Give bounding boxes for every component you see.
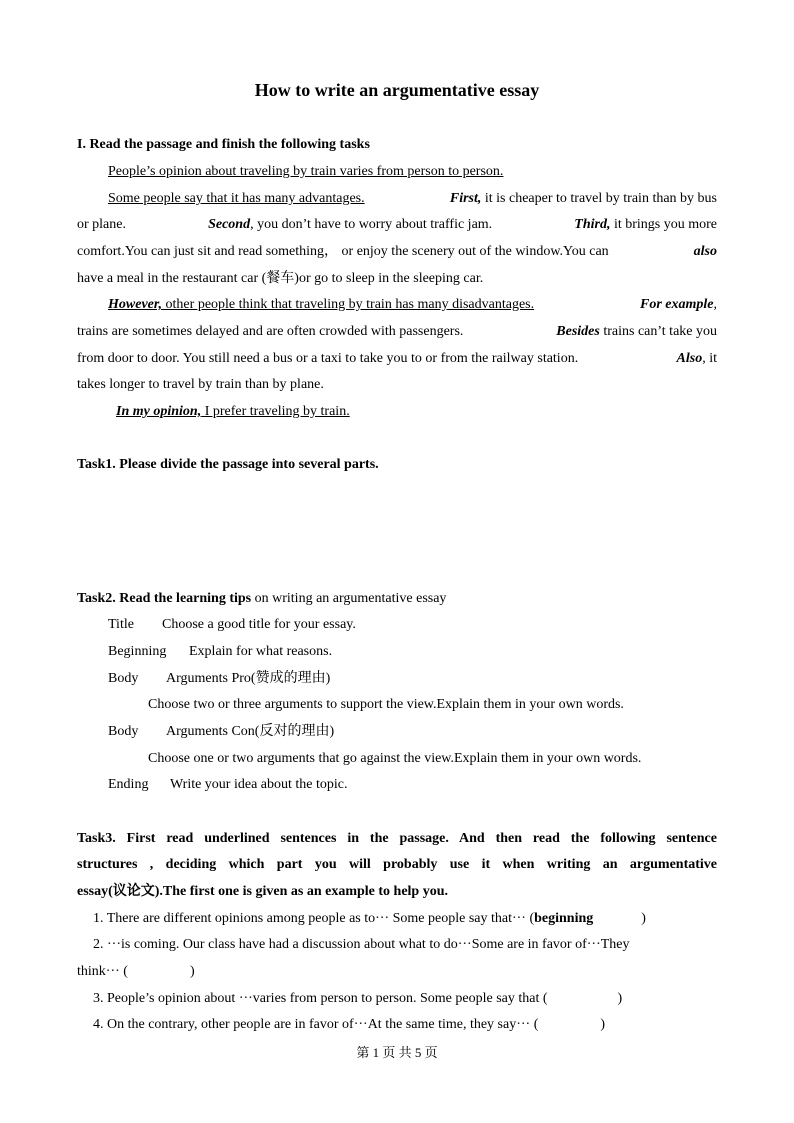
task2-heading: Task2. Read the learning tips on writing an argumentative essay	[77, 591, 447, 606]
keyword-besides: Besides	[556, 324, 600, 339]
passage-para-1: People’s opinion about traveling by train varies from person to person.	[108, 164, 504, 179]
tip-text: Arguments Pro(赞成的理由)	[166, 671, 331, 686]
tip-label: Title	[108, 617, 134, 632]
tip-label: Body	[108, 671, 139, 686]
tip-label: Ending	[108, 777, 149, 792]
keyword-also: also	[693, 244, 717, 259]
keyword-in-my-opinion: In my opinion,	[116, 404, 202, 419]
page-footer: 第 1 页 共 5 页	[356, 1045, 438, 1060]
tip-text: Choose two or three arguments to support the view.Explain them in your own words.	[148, 697, 624, 712]
passage-para-3-line-1: However, other people think that traveling by train has many disadvantages. For example,	[108, 297, 717, 312]
tip-text: Choose a good title for your essay.	[162, 617, 356, 632]
structure-item-3: 3. People’s opinion about ···varies from person to person. Some people say that ( )	[93, 991, 623, 1006]
passage-para-2-line-1: Some people say that it has many advantages. First, it is cheaper to travel by train than by bus	[108, 191, 717, 206]
task3-heading-line-1: Task3. First read underlined sentences in the passage. And then read the following sentence	[77, 831, 717, 846]
structure-item-1: 1. There are different opinions among people as to··· Some people say that··· (beginning )	[93, 911, 646, 926]
tip-label: Body	[108, 724, 139, 739]
answer-blank: beginning	[534, 911, 594, 926]
structure-item-4: 4. On the contrary, other people are in favor of···At the same time, they say··· ( )	[93, 1017, 606, 1032]
structure-item-2-line-1: 2. ···is coming. Our class have had a discussion about what to do···Some are in favor of···They	[93, 937, 630, 952]
tip-text: Write your idea about the topic.	[170, 777, 348, 792]
passage-para-4: In my opinion, I prefer traveling by train.	[116, 404, 350, 419]
section-heading: I. Read the passage and finish the following tasks	[77, 137, 370, 152]
passage-para-3-line-2: trains are sometimes delayed and are often crowded with passengers. Besides trains can’t take you	[77, 324, 717, 339]
passage-para-2-line-4: have a meal in the restaurant car (餐车)or go to sleep in the sleeping car.	[77, 271, 484, 286]
keyword-third: Third,	[574, 217, 611, 232]
keyword-also-2: Also	[676, 351, 703, 366]
tip-text: Arguments Con(反对的理由)	[166, 724, 335, 739]
tip-text: Choose one or two arguments that go against the view.Explain them in your own words.	[148, 751, 642, 766]
document-title: How to write an argumentative essay	[254, 80, 540, 100]
keyword-however: However,	[108, 297, 163, 312]
keyword-for-example: For example	[640, 297, 714, 312]
passage-para-3-line-4: takes longer to travel by train than by plane.	[77, 377, 324, 392]
passage-para-3-line-3: from door to door. You still need a bus or a taxi to take you to or from the railway station. Also, it	[77, 351, 717, 366]
passage-para-2-line-3: comfort.You can just sit and read something， or enjoy the scenery out of the window.You can also	[77, 244, 717, 259]
keyword-first: First,	[449, 191, 482, 206]
passage-para-2-line-2: or plane. Second, you don’t have to worry about traffic jam. Third, it brings you more	[77, 217, 717, 232]
task3-heading-line-2: structures , deciding which part you will probably use it when writing an argumentative	[77, 857, 717, 872]
structure-item-2-line-2: think··· ( )	[77, 964, 195, 979]
tip-text: Explain for what reasons.	[189, 644, 333, 659]
task1-heading: Task1. Please divide the passage into several parts.	[77, 457, 379, 472]
tip-label: Beginning	[108, 644, 167, 659]
keyword-second: Second	[208, 217, 251, 232]
underlined-sentence: Some people say that it has many advantages.	[108, 191, 365, 206]
task3-heading-line-3: essay(议论文).The first one is given as an example to help you.	[77, 884, 448, 899]
